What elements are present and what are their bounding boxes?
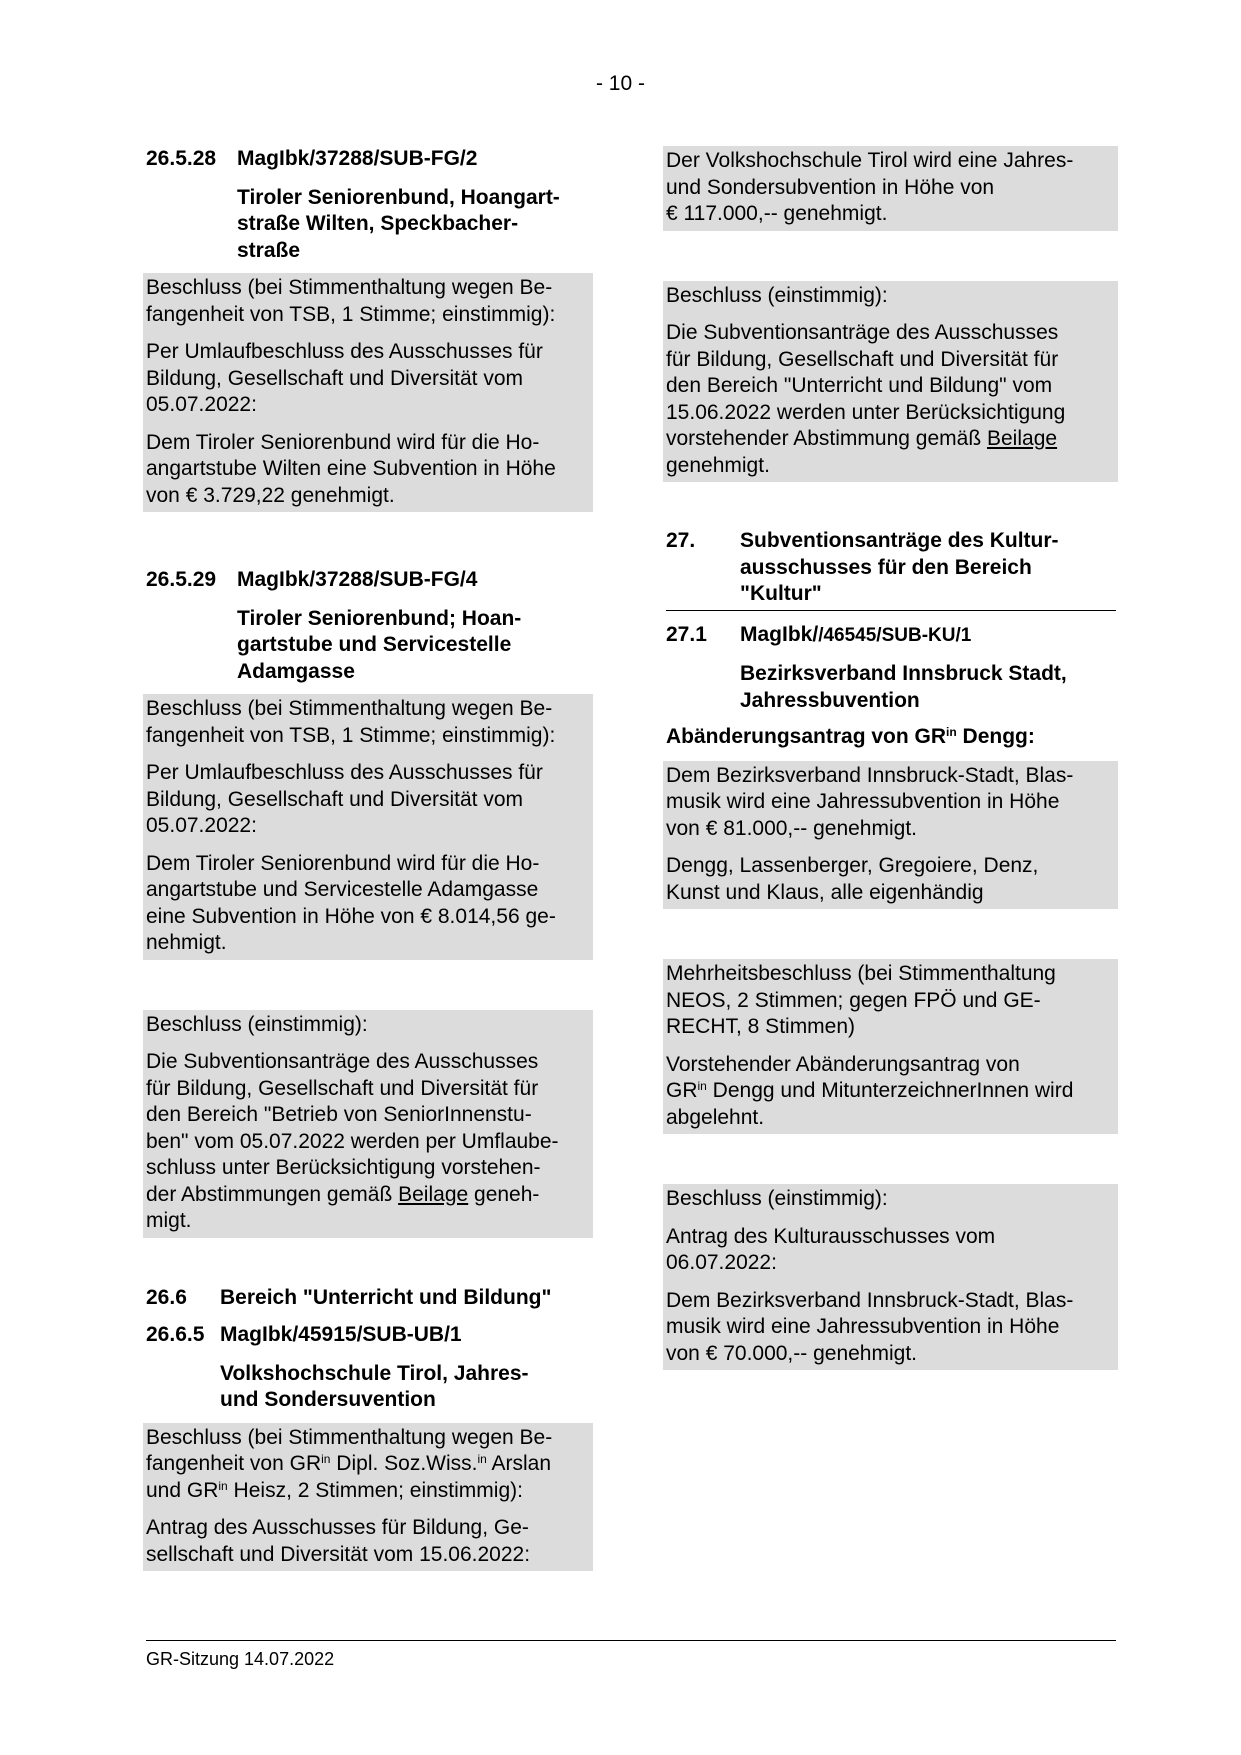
section-title: Subventionsanträge des Kultur- ausschusses für den Bereich "Kultur" xyxy=(740,529,1059,605)
section-heading xyxy=(146,567,591,594)
section-heading xyxy=(146,146,591,173)
resolution-header: Beschluss (einstimmig): xyxy=(146,1012,368,1036)
resolution-text: Dem Bezirksverband Innsbruck-Stadt, Blas- musik wird eine Jahressubvention in Höhe von € 70.000,-- genehmigt. xyxy=(666,1288,1074,1365)
section-reference: MagIbk/37288/SUB-FG/2 xyxy=(237,147,478,170)
resolution-text: Der Volkshochschule Tirol wird eine Jahres- und Sondersubvention in Höhe von € 117.000,-- genehmigt. xyxy=(666,149,1074,225)
resolution-header: Beschluss (bei Stimmenthaltung wegen Be- fangenheit von $GR^{in}$ Dipl. Soz.Wiss.$^{in}$ Arslan und $GR^{in}$ Heisz, 2 Stimmen; einstimmig): xyxy=(146,1425,553,1502)
resolution-box-summary xyxy=(663,281,1118,483)
footer-divider xyxy=(146,1640,1116,1641)
resolution-header: Beschluss (einstimmig): xyxy=(666,1187,888,1210)
resolution-header: Beschluss (bei Stimmenthaltung wegen Be- fangenheit von TSB, 1 Stimme; einstimmig): xyxy=(146,697,556,747)
footer-text: GR-Sitzung 14.07.2022 xyxy=(146,1649,335,1669)
resolution-box-continued xyxy=(663,146,1118,231)
resolution-header: Mehrheitsbeschluss (bei Stimmenthaltung NEOS, 2 Stimmen; gegen FPÖ und GE- RECHT, 8 Stimmen) xyxy=(666,962,1056,1038)
beilage-link: Beilage xyxy=(398,1182,469,1206)
section-27-1 xyxy=(666,622,1116,715)
resolution-basis: Antrag des Kulturausschusses vom 06.07.2022: xyxy=(666,1224,996,1274)
section-heading xyxy=(146,1322,591,1349)
section-26-5-28 xyxy=(146,146,591,512)
majority-resolution-box xyxy=(663,959,1118,1134)
amendment-heading: Abänderungsantrag von $GR^{in}$ Dengg: xyxy=(666,725,1035,748)
section-heading-27 xyxy=(666,528,1116,611)
section-26-5-29 xyxy=(146,567,591,960)
resolution-text: Dem Tiroler Seniorenbund wird für die Ho- angartstube Wilten eine Subvention in Höhe von € 3.729,22 genehmigt. xyxy=(146,430,556,507)
resolution-box xyxy=(143,1423,593,1572)
section-reference: MagIbk/37288/SUB-FG/4 xyxy=(237,568,478,591)
beilage-link: Beilage xyxy=(987,427,1058,450)
section-number: 26.6.5 xyxy=(146,1323,205,1346)
amendment-signatories: Dengg, Lassenberger, Gregoiere, Denz, Kunst und Klaus, alle eigenhändig xyxy=(666,854,1039,904)
resolution-basis: Per Umlaufbeschluss des Ausschusses für Bildung, Gesellschaft und Diversität vom 05.07.2022: xyxy=(146,761,543,837)
section-number: 26.6 xyxy=(146,1285,187,1309)
section-number: 26.5.29 xyxy=(146,568,217,591)
resolution-header: Beschluss (bei Stimmenthaltung wegen Be- fangenheit von TSB, 1 Stimme; einstimmig): xyxy=(146,276,556,326)
resolution-text: Die Subventionsanträge des Ausschusses für Bildung, Gesellschaft und Diversität für den Bereich "Betrieb von SeniorInnenstu- ben" vom 05.07.2022 werden per Umflaube- schluss unter Berücksichtigung vorstehen- der Abstimmungen gemäß Beilage geneh- migt. xyxy=(146,1050,559,1232)
resolution-box xyxy=(663,1184,1118,1370)
section-number: 27.1 xyxy=(666,622,707,646)
resolution-text: Dem Tiroler Seniorenbund wird für die Ho- angartstube und Servicestelle Adamgasse eine Subvention in Höhe von € 8.014,56 ge- nehmigt. xyxy=(146,851,556,954)
section-title: Bezirksverband Innsbruck Stadt, Jahressbuvention xyxy=(740,662,1067,712)
resolution-basis: Per Umlaufbeschluss des Ausschusses für Bildung, Gesellschaft und Diversität vom 05.07.2022: xyxy=(146,340,543,416)
section-reference: MagIbk//46545/SUB-KU/1 xyxy=(740,622,972,646)
section-heading-26-6 xyxy=(146,1285,591,1312)
resolution-text: Vorstehender Abänderungsantrag von $GR^{in}$ Dengg und MitunterzeichnerInnen wird abgelehnt. xyxy=(666,1052,1074,1129)
resolution-text: Die Subventionsanträge des Ausschusses für Bildung, Gesellschaft und Diversität für den Bereich "Unterricht und Bildung" vom 15.06.2022 werden unter Berücksichtigung vorstehender Abstimmung gemäß Beilage genehmigt. xyxy=(666,321,1066,477)
resolution-box xyxy=(143,694,593,960)
resolution-header: Beschluss (einstimmig): xyxy=(666,283,888,307)
section-title: Tiroler Seniorenbund, Hoangart- straße Wilten, Speckbacher- straße xyxy=(237,185,560,262)
resolution-box-summary xyxy=(143,1010,593,1238)
section-reference: MagIbk/45915/SUB-UB/1 xyxy=(220,1323,462,1346)
section-heading xyxy=(666,622,1116,650)
section-26-6-5 xyxy=(146,1322,591,1571)
section-title: Tiroler Seniorenbund; Hoan- gartstube und Servicestelle Adamgasse xyxy=(237,606,522,683)
section-title: Volkshochschule Tirol, Jahres- und Sondersuvention xyxy=(220,1361,529,1411)
page-number: - 10 - xyxy=(595,72,645,95)
amendment-box xyxy=(663,761,1118,910)
section-number: 26.5.28 xyxy=(146,147,217,170)
left-column xyxy=(146,146,591,1571)
right-column xyxy=(666,146,1116,1370)
section-title: Bereich "Unterricht und Bildung" xyxy=(220,1285,552,1309)
section-number: 27. xyxy=(666,529,696,552)
amendment-text: Dem Bezirksverband Innsbruck-Stadt, Blas- musik wird eine Jahressubvention in Höhe von € 81.000,-- genehmigt. xyxy=(666,763,1074,840)
resolution-box xyxy=(143,273,593,512)
resolution-basis: Antrag des Ausschusses für Bildung, Ge- sellschaft und Diversität vom 15.06.2022: xyxy=(146,1516,531,1566)
